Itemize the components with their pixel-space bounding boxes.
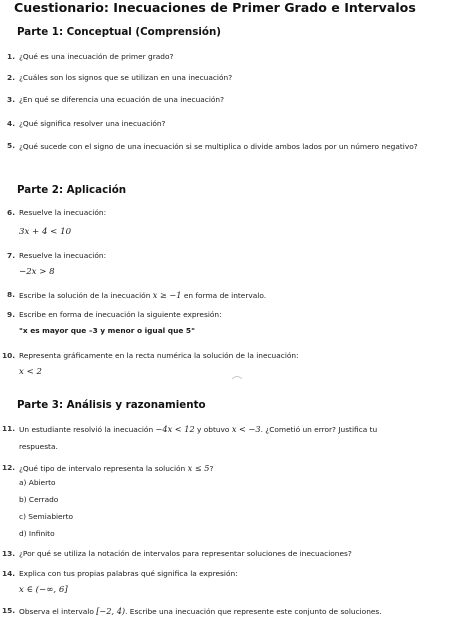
- question-number: 2.: [7, 73, 15, 82]
- question-text: ?: [209, 464, 214, 473]
- option-d: d) Infinito: [19, 529, 55, 538]
- question-text: Observa el intervalo: [19, 607, 94, 616]
- question-text: ¿Qué significa resolver una inecuación?: [19, 119, 166, 128]
- inline-math: x ≤ 5: [187, 463, 210, 473]
- inline-math: x ≥ −1: [152, 290, 182, 300]
- set-expression: x ∈ (−∞, 6]: [19, 585, 68, 595]
- option-a: a) Abierto: [19, 478, 56, 487]
- question-text: ¿Qué sucede con el signo de una inecuación si se multiplica o divide ambos lados por un número negativo?: [19, 142, 418, 151]
- question-text: Resuelve la inecuación:: [19, 208, 107, 217]
- question-text: Escribe la solución de la inecuación: [19, 291, 151, 300]
- question-text: Un estudiante resolvió la inecuación: [19, 425, 154, 434]
- question-number: 12.: [2, 463, 16, 472]
- question-text-continued: respuesta.: [19, 442, 58, 451]
- inequality-expression: −2x > 8: [19, 267, 55, 277]
- question-text: ¿Qué es una inecuación de primer grado?: [19, 52, 174, 61]
- question-number: 13.: [2, 549, 16, 558]
- question-text: . ¿Cometió un error? Justifica tu: [260, 425, 378, 434]
- question-text: Explica con tus propias palabras qué significa la expresión:: [19, 569, 238, 578]
- question-number: 8.: [7, 290, 15, 299]
- question-text: Escribe en forma de inecuación la siguiente expresión:: [19, 310, 222, 319]
- option-c: c) Semiabierto: [19, 512, 74, 521]
- question-text: ¿Por qué se utiliza la notación de intervalos para representar soluciones de inecuaciones?: [19, 549, 352, 558]
- small-arc-mark: [231, 374, 243, 380]
- question-number: 15.: [2, 606, 16, 615]
- question-text: y obtuvo: [197, 425, 230, 434]
- part-1-title: Parte 1: Conceptual (Comprensión): [17, 26, 221, 38]
- part-3-title: Parte 3: Análisis y razonamiento: [17, 399, 206, 411]
- part-2-title: Parte 2: Aplicación: [17, 184, 127, 196]
- inequality-expression: x < 2: [19, 367, 42, 377]
- question-number: 9.: [7, 310, 15, 319]
- question-number: 1.: [7, 52, 15, 61]
- inline-math: −4x < 12: [155, 424, 195, 434]
- question-text: en forma de intervalo.: [183, 291, 267, 300]
- question-text: Representa gráficamente en la recta numérica la solución de la inecuación:: [19, 351, 299, 360]
- question-number: 7.: [7, 251, 15, 260]
- question-number: 11.: [2, 424, 16, 433]
- question-text: . Escribe una inecuación que represente este conjunto de soluciones.: [125, 607, 382, 616]
- inline-math: [−2, 4): [96, 606, 126, 616]
- question-number: 10.: [2, 351, 16, 360]
- question-number: 4.: [7, 119, 15, 128]
- question-number: 3.: [7, 95, 15, 104]
- quoted-expression: "x es mayor que –3 y menor o igual que 5": [19, 326, 195, 335]
- question-text: ¿Cuáles son los signos que se utilizan en una inecuación?: [19, 73, 233, 82]
- question-text: ¿En qué se diferencia una ecuación de una inecuación?: [19, 95, 225, 104]
- question-number: 5.: [7, 141, 15, 150]
- inline-math: x < −3: [231, 424, 261, 434]
- question-text: Resuelve la inecuación:: [19, 251, 107, 260]
- option-b: b) Cerrado: [19, 495, 59, 504]
- question-number: 6.: [7, 208, 15, 217]
- question-text: ¿Qué tipo de intervalo representa la solución: [19, 464, 186, 473]
- inequality-expression: 3x + 4 < 10: [19, 227, 72, 237]
- question-number: 14.: [2, 569, 16, 578]
- document-title: Cuestionario: Inecuaciones de Primer Grado e Intervalos: [14, 0, 416, 15]
